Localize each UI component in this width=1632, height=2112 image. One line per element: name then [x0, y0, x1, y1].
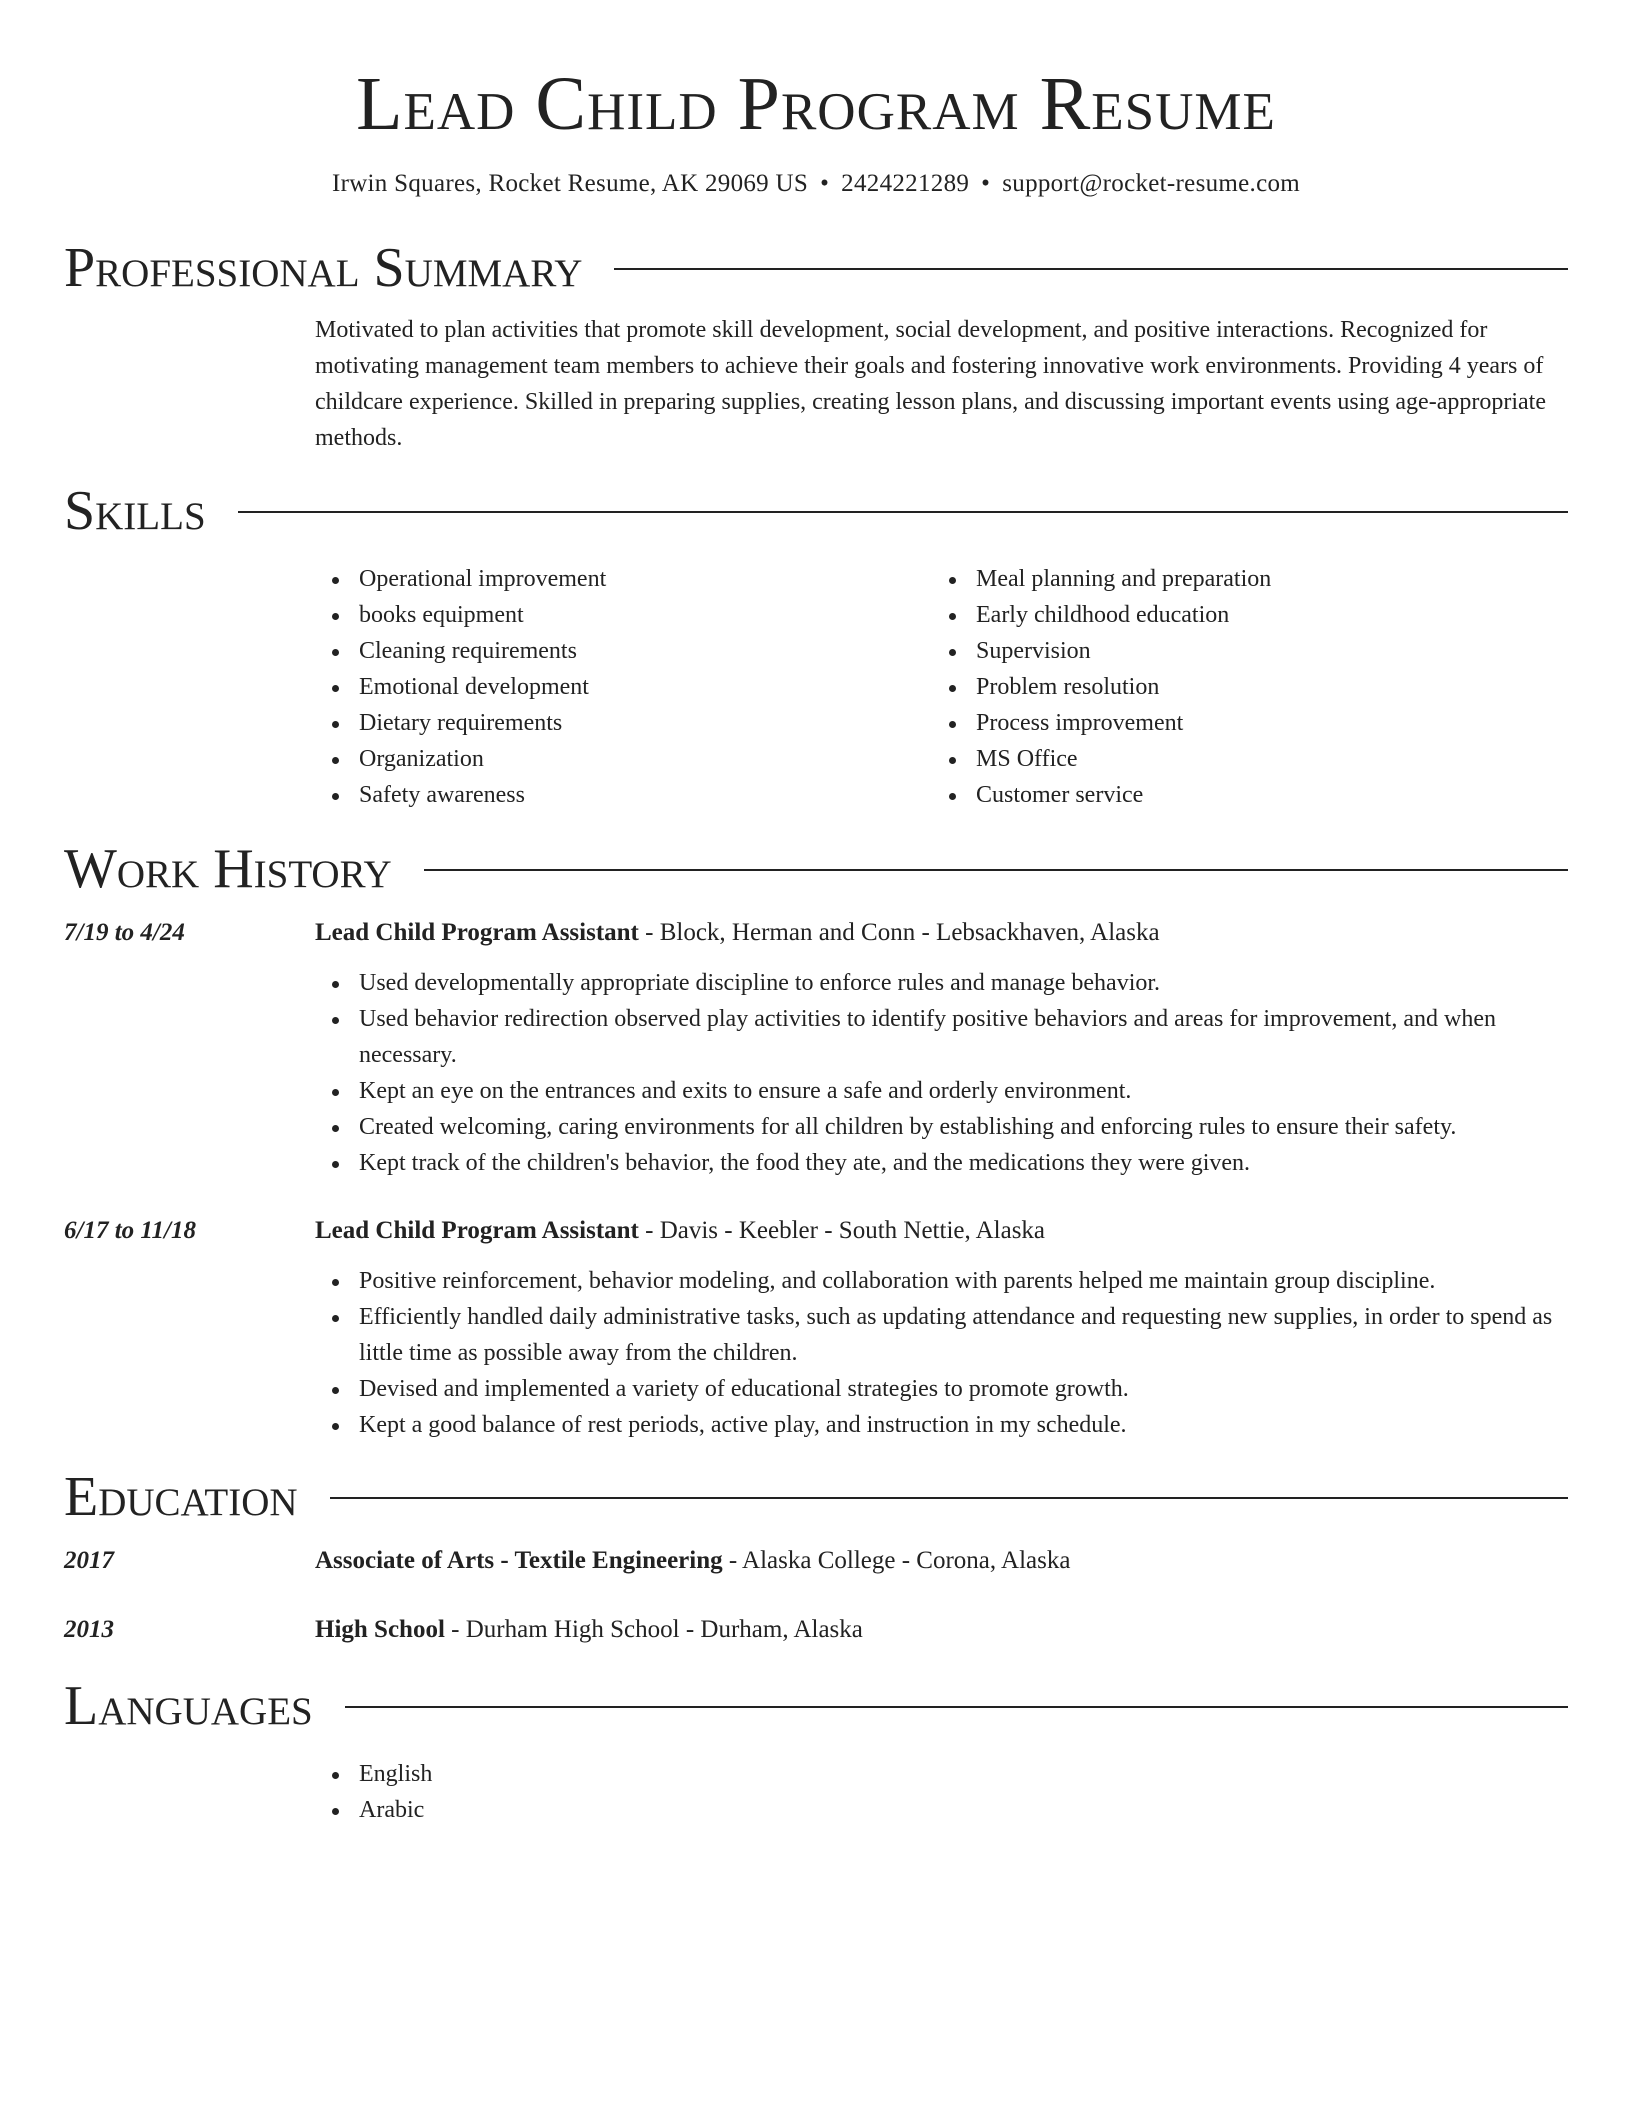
skill-item: Cleaning requirements [359, 633, 932, 669]
degree: Associate of Arts - Textile Engineering [315, 1547, 723, 1574]
duty-item: Efficiently handled daily administrative tasks, such as updating attendance and requesting new supplies, in order to spend as little time as possible away from the children. [359, 1299, 1568, 1371]
education-entry [64, 1543, 1568, 1579]
skill-item: Problem resolution [976, 669, 1549, 705]
skills-list-left [315, 561, 932, 813]
job-title: Lead Child Program Assistant [315, 1217, 639, 1244]
resume-title: Lead Child Program Resume [356, 62, 1276, 146]
job-title: Lead Child Program Assistant [315, 919, 639, 946]
work-bullets [315, 965, 1568, 1181]
work-dates: 6/17 to 11/18 [64, 1217, 196, 1244]
section-divider [330, 1497, 1568, 1499]
languages-list [315, 1756, 1568, 1828]
education-heading [315, 1543, 1568, 1579]
section-education [64, 1465, 1568, 1648]
section-divider [424, 869, 1568, 871]
section-title: Work History [64, 838, 392, 900]
section-professional-summary [64, 236, 1568, 456]
degree: High School [315, 1616, 445, 1643]
section-header [64, 236, 1568, 300]
duty-item: Positive reinforcement, behavior modeling, and collaboration with parents helped me maintain group discipline. [359, 1263, 1568, 1299]
skill-item: books equipment [359, 597, 932, 633]
work-bullets [315, 1263, 1568, 1443]
contact-phone: 2424221289 [841, 170, 970, 197]
work-heading [315, 915, 1568, 951]
employer-location: - Davis - Keebler - South Nettie, Alaska [638, 1217, 1046, 1244]
contact-email: support@rocket-resume.com [1002, 170, 1301, 197]
education-entry [64, 1612, 1568, 1648]
work-entry [64, 1213, 1568, 1443]
section-header [64, 1674, 1568, 1738]
education-heading [315, 1612, 1568, 1648]
bullet-separator: • [820, 170, 830, 197]
skill-item: Early childhood education [976, 597, 1549, 633]
skill-item: Safety awareness [359, 777, 932, 813]
duty-item: Used developmentally appropriate discipline to enforce rules and manage behavior. [359, 965, 1568, 1001]
section-title: Education [64, 1466, 298, 1528]
skill-item: Supervision [976, 633, 1549, 669]
employer-location: - Block, Herman and Conn - Lebsackhaven, Alaska [638, 919, 1160, 946]
bullet-separator: • [981, 170, 991, 197]
skill-item: Operational improvement [359, 561, 932, 597]
duty-list [315, 965, 1568, 1181]
duty-item: Used behavior redirection observed play activities to identify positive behaviors and areas for improvement, and when necessary. [359, 1001, 1568, 1073]
duty-item: Kept track of the children's behavior, the food they ate, and the medications they were given. [359, 1145, 1568, 1181]
education-year: 2017 [64, 1547, 114, 1574]
skill-item: Dietary requirements [359, 705, 932, 741]
section-divider [614, 268, 1568, 270]
resume-page [64, 0, 1568, 1828]
section-header [64, 1465, 1568, 1529]
section-header [64, 837, 1568, 901]
skill-item: Meal planning and preparation [976, 561, 1549, 597]
duty-item: Created welcoming, caring environments for all children by establishing and enforcing rules to ensure their safety. [359, 1109, 1568, 1145]
section-header [64, 479, 1568, 543]
skills-column-right [932, 561, 1549, 813]
section-title: Professional Summary [64, 237, 583, 299]
skills-column-left [315, 561, 932, 813]
skill-item: Customer service [976, 777, 1549, 813]
skill-item: Organization [359, 741, 932, 777]
section-divider [345, 1706, 1568, 1708]
duty-item: Kept an eye on the entrances and exits to ensure a safe and orderly environment. [359, 1073, 1568, 1109]
skill-item: Emotional development [359, 669, 932, 705]
duty-list [315, 1263, 1568, 1443]
section-title: Skills [64, 480, 206, 542]
school-location: - Durham High School - Durham, Alaska [444, 1616, 863, 1643]
work-heading [315, 1213, 1568, 1249]
language-item: English [359, 1756, 1568, 1792]
section-title: Languages [64, 1675, 313, 1737]
skill-item: Process improvement [976, 705, 1549, 741]
skill-item: MS Office [976, 741, 1549, 777]
contact-address: Irwin Squares, Rocket Resume, AK 29069 US [331, 170, 809, 197]
skills-list-right [932, 561, 1549, 813]
languages-content [315, 1756, 1568, 1828]
language-item: Arabic [359, 1792, 1568, 1828]
duty-item: Kept a good balance of rest periods, active play, and instruction in my schedule. [359, 1407, 1568, 1443]
education-year: 2013 [64, 1616, 114, 1643]
contact-line [64, 168, 1568, 200]
section-divider [238, 511, 1568, 513]
summary-text: Motivated to plan activities that promote skill development, social development, and positive interactions. Recognized for motivating management team members to achieve their goals and fostering innovative work environments. Providing 4 years of childcare experience. Skilled in preparing supplies, creating lesson plans, and discussing important events using age-appropriate methods. [315, 317, 1546, 451]
section-languages [64, 1674, 1568, 1828]
section-work-history [64, 837, 1568, 1443]
section-skills [64, 479, 1568, 813]
summary-content [315, 312, 1568, 456]
work-dates: 7/19 to 4/24 [64, 919, 185, 946]
work-entry [64, 915, 1568, 1181]
skills-grid [315, 561, 1568, 813]
duty-item: Devised and implemented a variety of educational strategies to promote growth. [359, 1371, 1568, 1407]
school-location: - Alaska College - Corona, Alaska [722, 1547, 1071, 1574]
